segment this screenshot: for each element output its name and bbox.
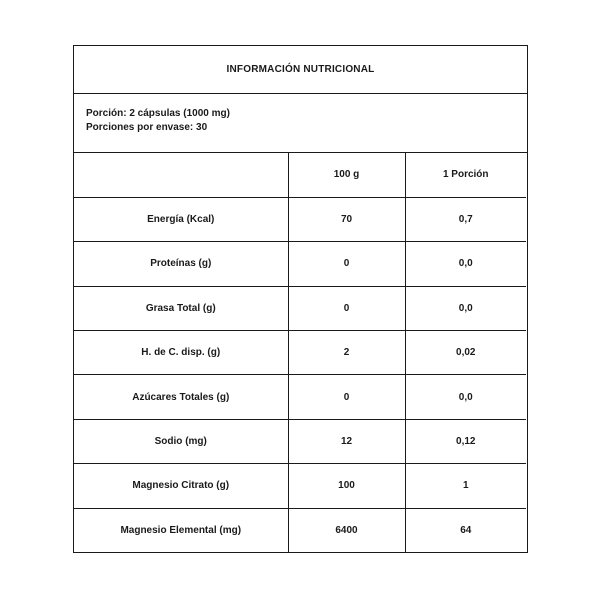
nutrient-label: Energía (Kcal) — [74, 197, 288, 241]
value-per-portion: 0,0 — [405, 242, 526, 286]
nutrient-label: H. de C. disp. (g) — [74, 331, 288, 375]
value-per-100g: 0 — [288, 286, 405, 330]
value-per-100g: 0 — [288, 242, 405, 286]
nutrient-label: Magnesio Citrato (g) — [74, 464, 288, 508]
value-per-100g: 100 — [288, 464, 405, 508]
table-row — [74, 375, 526, 419]
nutrition-facts-panel — [73, 45, 528, 553]
nutrition-table — [74, 153, 526, 553]
value-per-100g: 70 — [288, 197, 405, 241]
header-label-cell — [74, 153, 288, 197]
nutrition-title: INFORMACIÓN NUTRICIONAL — [74, 46, 527, 94]
table-header-row — [74, 153, 526, 197]
table-row — [74, 197, 526, 241]
value-per-portion: 64 — [460, 525, 472, 537]
table-row — [74, 242, 526, 286]
servings-per-container: Porciones por envase: 30 — [86, 122, 208, 133]
nutrient-label: Sodio (mg) — [74, 419, 288, 463]
nutrient-label: Azúcares Totales (g) — [74, 375, 288, 419]
serving-info — [74, 93, 527, 153]
nutrient-label: Proteínas (g) — [74, 242, 288, 286]
nutrient-label: Grasa Total (g) — [74, 286, 288, 330]
value-per-100g: 6400 — [288, 508, 405, 552]
nutrient-label: Magnesio Elemental (mg) — [74, 508, 288, 552]
value-per-portion: 0,7 — [405, 197, 526, 241]
value-per-portion: 1 — [405, 464, 526, 508]
table-row — [74, 286, 526, 330]
value-per-100g: 0 — [288, 375, 405, 419]
table-row — [74, 464, 526, 508]
table-row — [74, 508, 526, 552]
value-per-portion: 0,12 — [405, 419, 526, 463]
value-per-portion: 0,0 — [405, 375, 526, 419]
header-per-portion: 1 Porción — [405, 153, 526, 197]
value-per-100g: 12 — [288, 419, 405, 463]
value-per-portion: 0,0 — [405, 286, 526, 330]
header-per-100g: 100 g — [288, 153, 405, 197]
serving-portion: Porción: 2 cápsulas (1000 mg) — [86, 108, 230, 119]
table-row — [74, 419, 526, 463]
value-per-portion: 0,02 — [405, 331, 526, 375]
value-per-100g: 2 — [288, 331, 405, 375]
table-row — [74, 331, 526, 375]
